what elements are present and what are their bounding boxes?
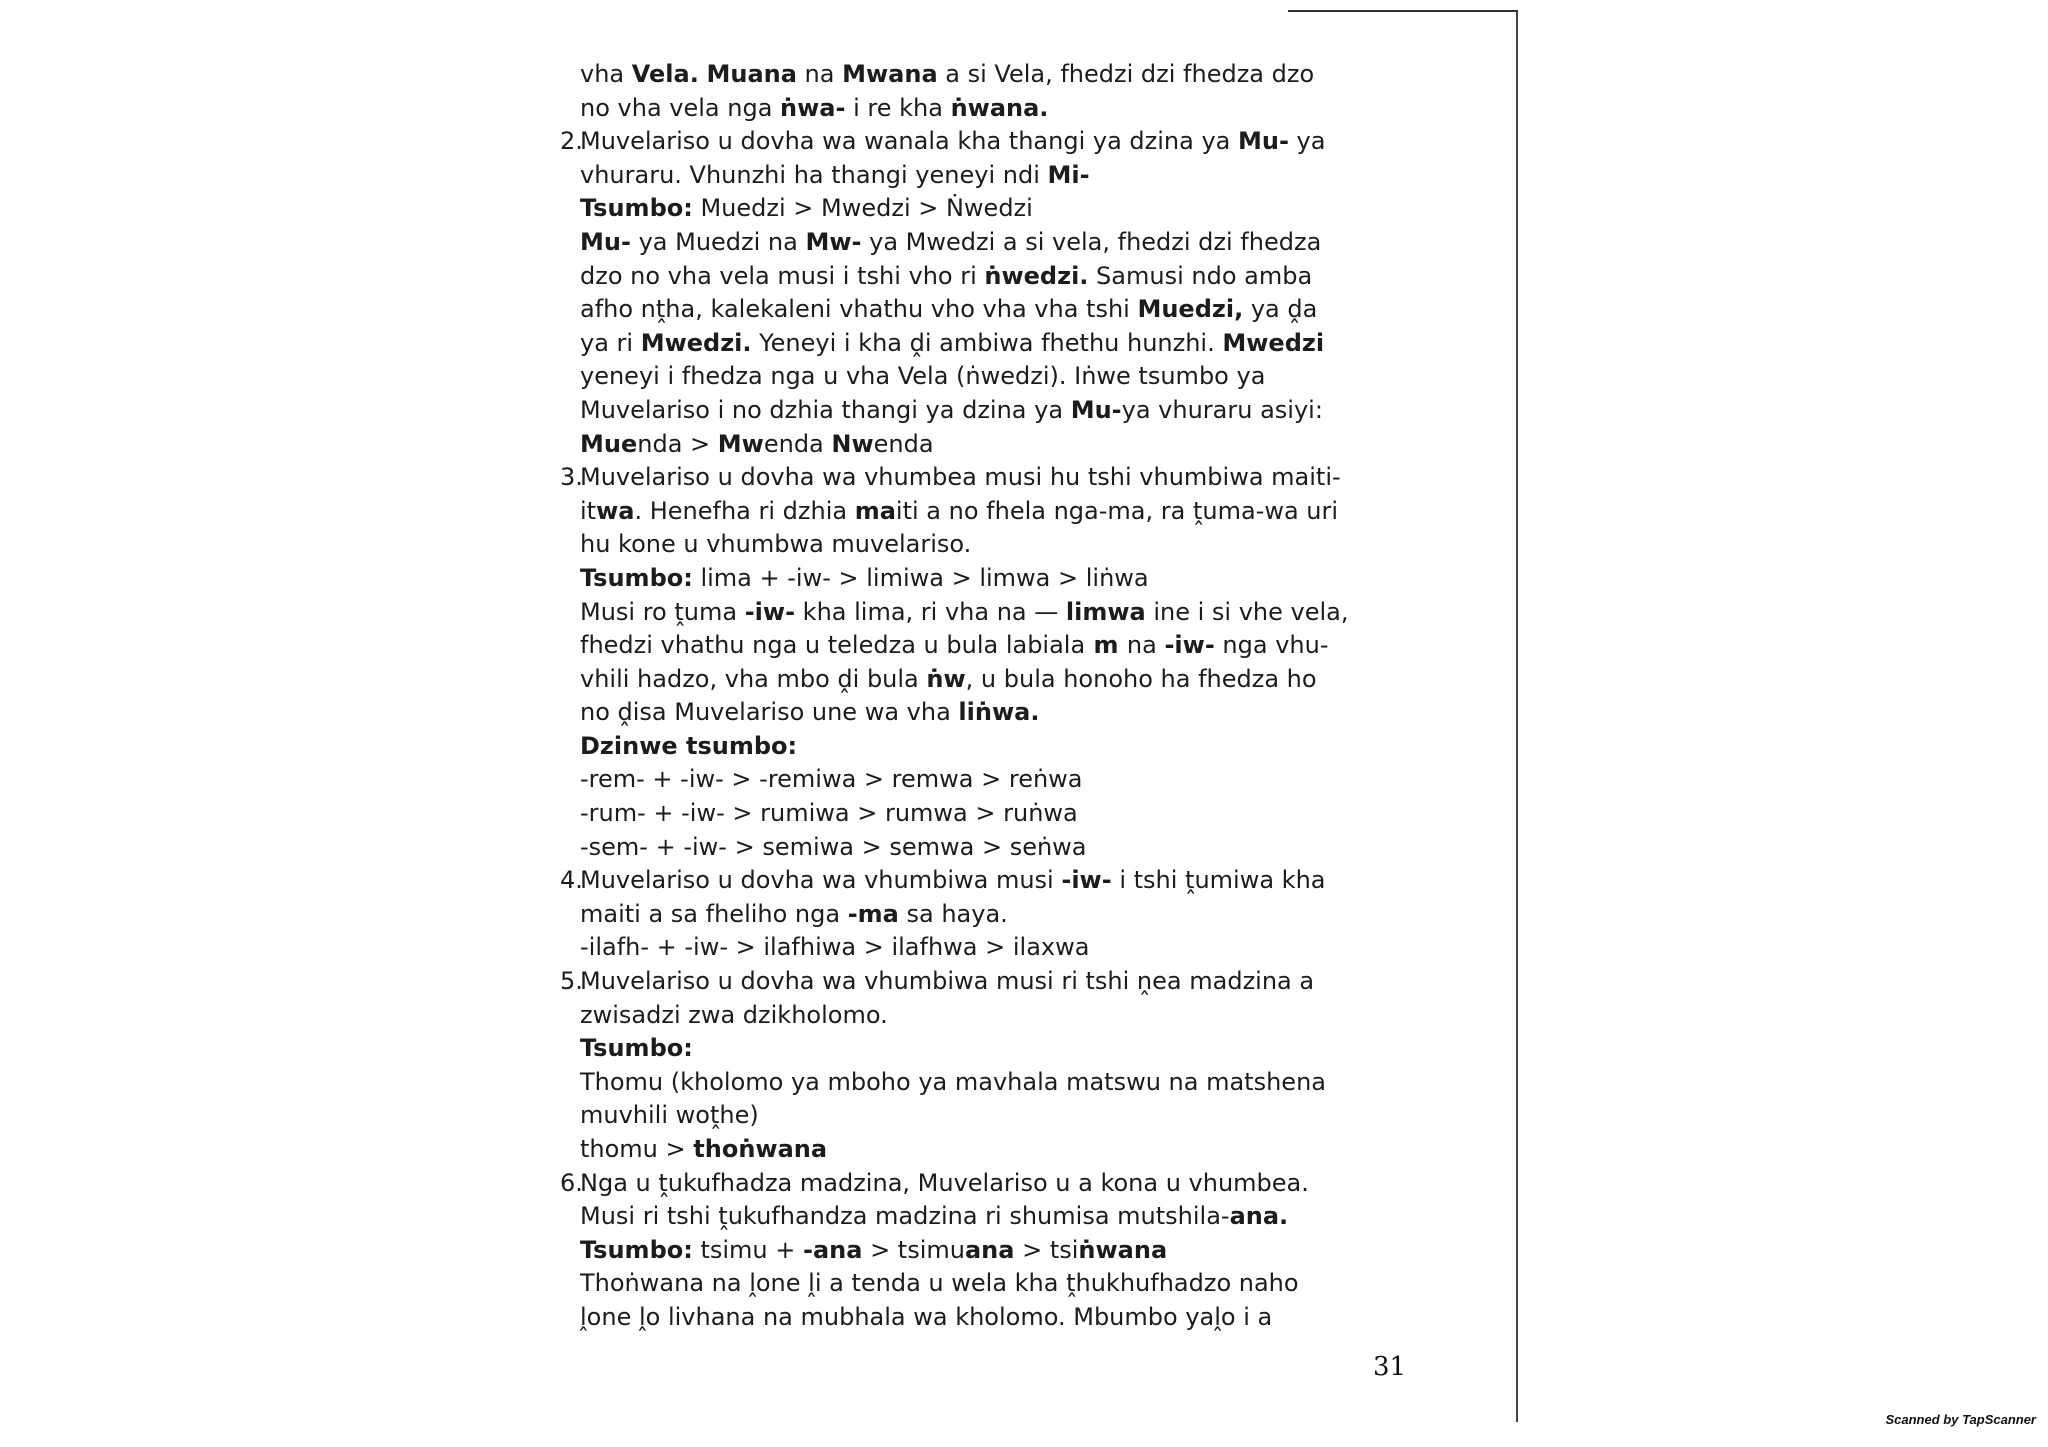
text-line xyxy=(580,528,1400,562)
text-line xyxy=(580,1066,1400,1100)
line-text: vhili hadzo, vha mbo ḓi bula ṅw, u bula honoho ha fhedza ho xyxy=(580,664,1317,693)
text-line xyxy=(580,226,1400,260)
list-number: 5. xyxy=(560,967,583,996)
line-text: Muvelariso u dovha wa vhumbiwa musi -iw- i tshi ṱumiwa kha xyxy=(580,866,1326,895)
page-number: 31 xyxy=(1373,1352,1407,1382)
line-text: no ḓisa Muvelariso une wa vha liṅwa. xyxy=(580,698,1040,727)
scanner-credit: Scanned by TapScanner xyxy=(1885,1412,2036,1427)
text-line xyxy=(580,797,1400,831)
line-text: Tsumbo: xyxy=(580,1034,693,1063)
text-line xyxy=(580,495,1400,529)
line-text: Muvelariso u dovha wa wanala kha thangi ya dzina ya Mu- ya xyxy=(580,127,1326,156)
text-line xyxy=(580,327,1400,361)
text-line xyxy=(580,999,1400,1033)
line-text: ḽone ḽo livhana na mubhala wa kholomo. Mbumbo yaḽo i a xyxy=(580,1302,1273,1331)
text-line xyxy=(580,260,1400,294)
line-text: vha Vela. Muana na Mwana a si Vela, fhedzi dzi fhedza dzo xyxy=(580,60,1315,88)
line-text: Muvelariso u dovha wa vhumbea musi hu tshi vhumbiwa maiti- xyxy=(580,463,1341,492)
line-text: afho nṱha, kalekaleni vhathu vho vha vha tshi Muedzi, ya ḓa xyxy=(580,295,1318,324)
line-text: ya ri Mwedzi. Yeneyi i kha ḓi ambiwa fhethu hunzhi. Mwedzi xyxy=(580,328,1325,357)
line-text: Tsumbo: tsimu + -ana > tsimuana > tsiṅwana xyxy=(580,1235,1168,1264)
page-top-edge xyxy=(1288,10,1518,12)
list-number: 4. xyxy=(560,866,583,895)
line-text: -rem- + -iw- > -remiwa > remwa > reṅwa xyxy=(580,765,1083,794)
line-text: Muenda > Mwenda Nwenda xyxy=(580,429,934,458)
line-text: hu kone u vhumbwa muvelariso. xyxy=(580,530,972,559)
line-text: Tsumbo: lima + -iw- > limiwa > limwa > liṅwa xyxy=(580,563,1149,592)
line-text: Thoṅwana na ḽone ḽi a tenda u wela kha ṱhukhufhadzo naho xyxy=(580,1269,1299,1298)
line-text: Dzinwe tsumbo: xyxy=(580,731,798,760)
text-line xyxy=(580,1234,1400,1268)
numbered-paragraph-line xyxy=(560,461,1400,495)
text-line xyxy=(580,596,1400,630)
text-line xyxy=(580,1133,1400,1167)
text-line xyxy=(580,898,1400,932)
text-line xyxy=(580,192,1400,226)
text-line xyxy=(580,394,1400,428)
text-line xyxy=(580,1200,1400,1234)
line-text: dzo no vha vela musi i tshi vho ri ṅwedzi. Samusi ndo amba xyxy=(580,261,1313,290)
page-text-block xyxy=(560,58,1400,1335)
numbered-paragraph-line xyxy=(560,1167,1400,1201)
text-line xyxy=(580,159,1400,193)
line-text: yeneyi i fhedza nga u vha Vela (ṅwedzi). Iṅwe tsumbo ya xyxy=(580,362,1266,391)
text-line xyxy=(580,562,1400,596)
numbered-paragraph-line xyxy=(560,864,1400,898)
text-line xyxy=(580,931,1400,965)
line-text: Muvelariso i no dzhia thangi ya dzina ya Mu-ya vhuraru asiyi: xyxy=(580,395,1323,424)
line-text: -sem- + -iw- > semiwa > semwa > seṅwa xyxy=(580,832,1087,861)
line-text: fhedzi vhathu nga u teledza u bula labiala m na -iw- nga vhu- xyxy=(580,631,1329,660)
text-line xyxy=(580,629,1400,663)
text-line xyxy=(580,1032,1400,1066)
list-number: 2. xyxy=(560,127,583,156)
line-text: -ilafh- + -iw- > ilafhiwa > ilafhwa > ilaxwa xyxy=(580,933,1090,962)
text-line xyxy=(580,831,1400,865)
line-text: Musi ri tshi ṱukufhandza madzina ri shumisa mutshila-ana. xyxy=(580,1202,1289,1231)
list-number: 3. xyxy=(560,463,583,492)
line-text: vhuraru. Vhunzhi ha thangi yeneyi ndi Mi- xyxy=(580,160,1090,189)
text-line xyxy=(580,1099,1400,1133)
line-text: Mu- ya Muedzi na Mw- ya Mwedzi a si vela, fhedzi dzi fhedza xyxy=(580,227,1322,256)
text-line xyxy=(580,428,1400,462)
text-line xyxy=(580,58,1400,92)
text-line xyxy=(580,293,1400,327)
line-text: Musi ro ṱuma -iw- kha lima, ri vha na — limwa ine i si vhe vela, xyxy=(580,597,1349,626)
line-text: -rum- + -iw- > rumiwa > rumwa > ruṅwa xyxy=(580,799,1078,828)
numbered-paragraph-line xyxy=(560,125,1400,159)
list-number: 6. xyxy=(560,1168,583,1197)
line-text: Thomu (kholomo ya mboho ya mavhala matswu na matshena xyxy=(580,1067,1326,1096)
line-text: Muvelariso u dovha wa vhumbiwa musi ri tshi ṋea madzina a xyxy=(580,967,1315,996)
line-text: muvhili woṱhe) xyxy=(580,1101,759,1130)
text-line xyxy=(580,696,1400,730)
text-line xyxy=(580,663,1400,697)
text-line xyxy=(580,1301,1400,1335)
page-right-edge xyxy=(1516,10,1518,1422)
text-line xyxy=(580,1267,1400,1301)
line-text: thomu > thoṅwana xyxy=(580,1135,828,1163)
line-text: Tsumbo: Muedzi > Mwedzi > Ṅwedzi xyxy=(580,194,1033,223)
text-line xyxy=(580,360,1400,394)
numbered-paragraph-line xyxy=(560,965,1400,999)
text-line xyxy=(580,92,1400,126)
line-text: Nga u ṱukufhadza madzina, Muvelariso u a kona u vhumbea. xyxy=(580,1168,1309,1197)
line-text: no vha vela nga ṅwa- i re kha ṅwana. xyxy=(580,93,1049,122)
line-text: itwa. Henefha ri dzhia maiti a no fhela nga-ma, ra ṱuma-wa uri xyxy=(580,496,1339,525)
line-text: zwisadzi zwa dzikholomo. xyxy=(580,1000,888,1029)
text-line xyxy=(580,730,1400,764)
line-text: maiti a sa fheliho nga -ma sa haya. xyxy=(580,899,1008,928)
text-line xyxy=(580,763,1400,797)
